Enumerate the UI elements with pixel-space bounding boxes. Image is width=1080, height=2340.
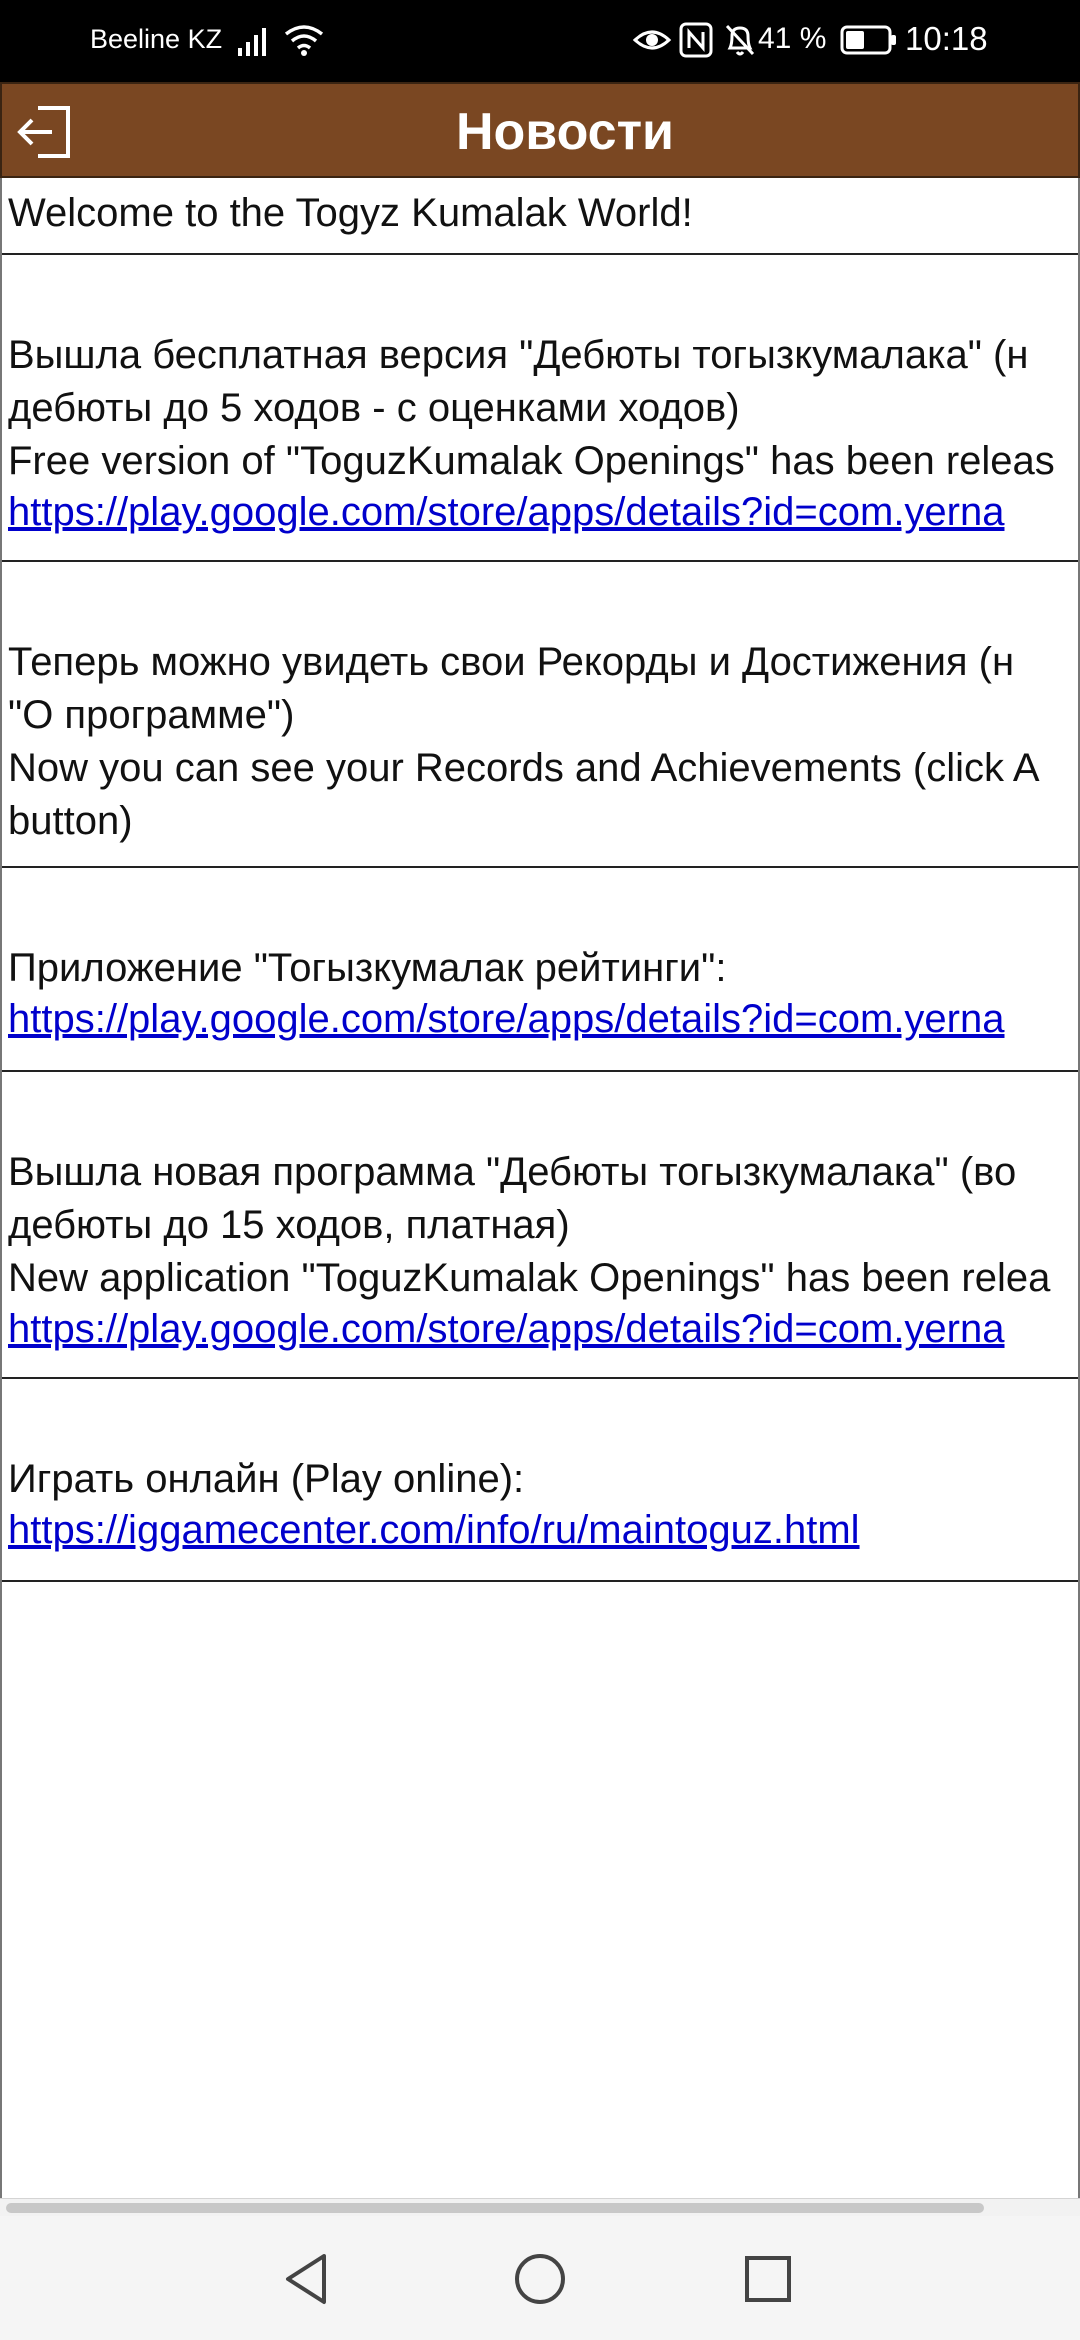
news-text: button) xyxy=(8,799,133,843)
play-online-link[interactable]: https://iggamecenter.com/info/ru/maintoguz.html xyxy=(8,1508,860,1552)
play-store-link[interactable]: https://play.google.com/store/apps/details?id=com.yerna xyxy=(8,1307,1005,1351)
battery-icon xyxy=(840,24,898,56)
news-text: Теперь можно увидеть свои Рекорды и Достижения (н xyxy=(8,640,1015,684)
scrollbar-thumb[interactable] xyxy=(6,2203,984,2213)
mute-bell-icon xyxy=(722,20,758,60)
battery-percent: 41 % xyxy=(758,22,827,55)
news-text: дебюты до 5 ходов - с оценками ходов) xyxy=(8,386,740,430)
news-item-welcome xyxy=(2,178,1080,255)
app-header xyxy=(0,82,1080,178)
page-title: Новости xyxy=(455,103,675,161)
news-text: Free version of "ToguzKumalak Openings" has been releas xyxy=(8,439,1055,483)
news-text: Играть онлайн (Play online): xyxy=(8,1457,525,1501)
navigation-bar xyxy=(0,2216,1080,2340)
news-text: New application "ToguzKumalak Openings" has been relea xyxy=(8,1256,1051,1300)
horizontal-scrollbar[interactable] xyxy=(0,2198,1080,2216)
back-button[interactable] xyxy=(274,2244,344,2314)
wifi-icon xyxy=(282,22,326,58)
news-text: Приложение "Тогызкумалак рейтинги": xyxy=(8,946,727,990)
recents-button[interactable] xyxy=(733,2244,803,2314)
news-text: Now you can see your Records and Achievements (click A xyxy=(8,746,1040,790)
news-spacer xyxy=(8,1401,1080,1452)
news-spacer xyxy=(8,584,1080,635)
home-button[interactable] xyxy=(505,2244,575,2314)
news-item xyxy=(2,562,1080,868)
news-list[interactable] xyxy=(0,178,1080,2198)
news-spacer xyxy=(8,1094,1080,1145)
clock: 10:18 xyxy=(905,20,988,57)
play-store-link[interactable]: https://play.google.com/store/apps/details?id=com.yerna xyxy=(8,997,1005,1041)
news-spacer xyxy=(8,890,1080,941)
news-item xyxy=(2,1072,1080,1379)
news-spacer xyxy=(8,277,1080,328)
news-item xyxy=(2,1379,1080,1582)
carrier-label: Beeline KZ xyxy=(90,24,223,54)
status-bar xyxy=(0,0,1080,82)
recents-icon xyxy=(733,2244,803,2314)
news-item xyxy=(2,255,1080,562)
news-text: Вышла новая программа "Дебюты тогызкумалака" (во xyxy=(8,1150,1017,1194)
news-text: Вышла бесплатная версия "Дебюты тогызкумалака" (н xyxy=(8,333,1029,377)
nfc-icon xyxy=(678,20,714,60)
news-text: "О программе") xyxy=(8,693,295,737)
eye-icon xyxy=(632,22,672,58)
welcome-text: Welcome to the Togyz Kumalak World! xyxy=(8,191,693,235)
play-store-link[interactable]: https://play.google.com/store/apps/details?id=com.yerna xyxy=(8,490,1005,534)
news-text: дебюты до 15 ходов, платная) xyxy=(8,1203,570,1247)
signal-icon xyxy=(236,22,276,58)
home-icon xyxy=(505,2244,575,2314)
back-icon xyxy=(274,2244,344,2314)
news-item xyxy=(2,868,1080,1072)
